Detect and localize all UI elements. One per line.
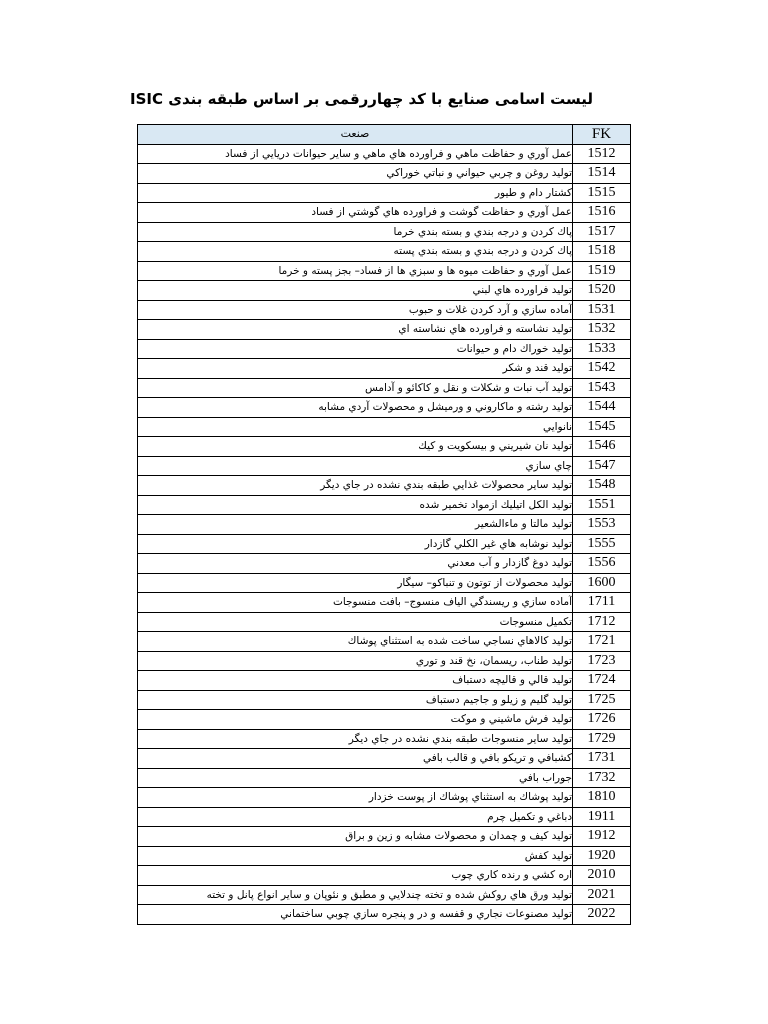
table-row xyxy=(138,183,631,203)
row-code: 1712 xyxy=(573,612,631,632)
table-row xyxy=(138,359,631,379)
row-code: 1911 xyxy=(573,807,631,827)
row-code: 1515 xyxy=(573,183,631,203)
row-code: 1533 xyxy=(573,339,631,359)
table-row xyxy=(138,671,631,691)
row-industry-name: توليد الكل اتيليك ازمواد تخمير شده xyxy=(138,495,573,515)
row-industry-name: توليد فراورده هاي لبني xyxy=(138,281,573,301)
isic-industries-table xyxy=(137,124,631,925)
row-industry-name: توليد ساير منسوجات طبقه بندي نشده در جاي ديگر xyxy=(138,729,573,749)
row-industry-name: پاك كردن و درجه بندي و بسته بندي خرما xyxy=(138,222,573,242)
row-industry-name: توليد ورق هاي روكش شده و تخته چندلايي و مطبق و نئوپان و ساير انواع پانل و تخته xyxy=(138,885,573,905)
row-code: 1711 xyxy=(573,593,631,613)
row-code: 1520 xyxy=(573,281,631,301)
row-code: 1810 xyxy=(573,788,631,808)
row-industry-name: توليد طناب، ريسمان، نخ قند و توري xyxy=(138,651,573,671)
table-row xyxy=(138,495,631,515)
table-row xyxy=(138,476,631,496)
table-row xyxy=(138,554,631,574)
row-industry-name: توليد نوشابه هاي غير الكلي گازدار xyxy=(138,534,573,554)
row-industry-name: عمل آوري و حفاظت ماهي و فراورده هاي ماهي و ساير حيوانات دريايي از فساد xyxy=(138,144,573,164)
table-row xyxy=(138,222,631,242)
row-industry-name: توليد نان شيريني و بيسكويت و كيك xyxy=(138,437,573,457)
row-industry-name: توليد نشاسته و فراورده هاي نشاسته اي xyxy=(138,320,573,340)
row-industry-name: نانوايي xyxy=(138,417,573,437)
row-industry-name: آماده سازي و آرد كردن غلات و حبوب xyxy=(138,300,573,320)
row-code: 1600 xyxy=(573,573,631,593)
row-code: 1724 xyxy=(573,671,631,691)
row-code: 1551 xyxy=(573,495,631,515)
table-row xyxy=(138,300,631,320)
row-industry-name: توليد كالاهاي نساجي ساخت شده به استثناي پوشاك xyxy=(138,632,573,652)
table-row xyxy=(138,378,631,398)
row-code: 1556 xyxy=(573,554,631,574)
table-row xyxy=(138,612,631,632)
row-code: 1517 xyxy=(573,222,631,242)
header-industry: صنعت xyxy=(138,125,573,145)
row-code: 1725 xyxy=(573,690,631,710)
row-code: 1514 xyxy=(573,164,631,184)
row-industry-name: توليد مالتا و ماءالشعير xyxy=(138,515,573,535)
table-header-row xyxy=(138,125,631,145)
table-row xyxy=(138,768,631,788)
row-code: 1548 xyxy=(573,476,631,496)
row-code: 1920 xyxy=(573,846,631,866)
row-code: 1546 xyxy=(573,437,631,457)
table-row xyxy=(138,749,631,769)
row-industry-name: توليد خوراك دام و حيوانات xyxy=(138,339,573,359)
row-industry-name: توليد دوغ گازدار و آب معدني xyxy=(138,554,573,574)
row-code: 1723 xyxy=(573,651,631,671)
table-row xyxy=(138,788,631,808)
row-industry-name: اره كشي و رنده كاري چوب xyxy=(138,866,573,886)
table-row xyxy=(138,534,631,554)
row-industry-name: توليد قند و شكر xyxy=(138,359,573,379)
table-row xyxy=(138,885,631,905)
row-industry-name: توليد محصولات از توتون و تنباكو– سيگار xyxy=(138,573,573,593)
row-code: 1721 xyxy=(573,632,631,652)
row-code: 1543 xyxy=(573,378,631,398)
page-title: لیست اسامی صنایع با کد چهاررقمی بر اساس طبقه بندی ISIC xyxy=(130,90,594,108)
row-code: 1912 xyxy=(573,827,631,847)
row-industry-name: توليد پوشاك به استثناي پوشاك از پوست خزدار xyxy=(138,788,573,808)
row-industry-name: توليد كيف و چمدان و محصولات مشابه و زين و براق xyxy=(138,827,573,847)
row-code: 1547 xyxy=(573,456,631,476)
row-code: 2021 xyxy=(573,885,631,905)
row-industry-name: آماده سازي و ريسندگي الياف منسوج– بافت منسوجات xyxy=(138,593,573,613)
table-row xyxy=(138,437,631,457)
table-body xyxy=(138,144,631,924)
table-row xyxy=(138,827,631,847)
table-row xyxy=(138,417,631,437)
table-row xyxy=(138,398,631,418)
row-code: 1555 xyxy=(573,534,631,554)
table-row xyxy=(138,144,631,164)
row-code: 1516 xyxy=(573,203,631,223)
table-row xyxy=(138,456,631,476)
row-code: 2022 xyxy=(573,905,631,925)
row-code: 1729 xyxy=(573,729,631,749)
row-industry-name: توليد ساير محصولات غذايي طبقه بندي نشده در جاي ديگر xyxy=(138,476,573,496)
row-industry-name: توليد فرش ماشيني و موكت xyxy=(138,710,573,730)
row-industry-name: توليد گليم و زيلو و جاجيم دستباف xyxy=(138,690,573,710)
row-code: 2010 xyxy=(573,866,631,886)
row-code: 1512 xyxy=(573,144,631,164)
table-row xyxy=(138,710,631,730)
row-industry-name: عمل آوري و حفاظت گوشت و فراورده هاي گوشتي از فساد xyxy=(138,203,573,223)
row-code: 1544 xyxy=(573,398,631,418)
row-industry-name: عمل آوري و حفاظت ميوه ها و سبزي ها از فساد– بجز پسته و خرما xyxy=(138,261,573,281)
row-code: 1553 xyxy=(573,515,631,535)
row-code: 1732 xyxy=(573,768,631,788)
row-code: 1731 xyxy=(573,749,631,769)
row-industry-name: توليد كفش xyxy=(138,846,573,866)
row-industry-name: جوراب بافي xyxy=(138,768,573,788)
row-code: 1531 xyxy=(573,300,631,320)
row-code: 1542 xyxy=(573,359,631,379)
table-row xyxy=(138,866,631,886)
row-industry-name: توليد رشته و ماكاروني و ورميشل و محصولات آردي مشابه xyxy=(138,398,573,418)
table-row xyxy=(138,339,631,359)
row-industry-name: توليد روغن و چربي حيواني و نباتي خوراكي xyxy=(138,164,573,184)
table-row xyxy=(138,905,631,925)
table-row xyxy=(138,593,631,613)
table-row xyxy=(138,203,631,223)
table-row xyxy=(138,261,631,281)
table-row xyxy=(138,632,631,652)
row-code: 1518 xyxy=(573,242,631,262)
row-industry-name: تكميل منسوجات xyxy=(138,612,573,632)
row-industry-name: توليد قالي و قاليچه دستباف xyxy=(138,671,573,691)
row-code: 1519 xyxy=(573,261,631,281)
row-industry-name: چاي سازي xyxy=(138,456,573,476)
table-row xyxy=(138,846,631,866)
row-code: 1545 xyxy=(573,417,631,437)
table-row xyxy=(138,320,631,340)
table-row xyxy=(138,651,631,671)
table-row xyxy=(138,281,631,301)
table-row xyxy=(138,729,631,749)
row-industry-name: توليد مصنوعات نجاري و قفسه و در و پنجره سازي چوبي ساختماني xyxy=(138,905,573,925)
row-code: 1726 xyxy=(573,710,631,730)
table-row xyxy=(138,242,631,262)
table-row xyxy=(138,573,631,593)
table-row xyxy=(138,515,631,535)
row-industry-name: پاك كردن و درجه بندي و بسته بندي پسته xyxy=(138,242,573,262)
row-industry-name: توليد آب نبات و شكلات و نقل و كاكائو و آدامس xyxy=(138,378,573,398)
row-code: 1532 xyxy=(573,320,631,340)
table-row xyxy=(138,164,631,184)
row-industry-name: دباغي و تكميل چرم xyxy=(138,807,573,827)
table-row xyxy=(138,690,631,710)
header-code: FK xyxy=(573,125,631,145)
row-industry-name: كشتار دام و طيور xyxy=(138,183,573,203)
table-row xyxy=(138,807,631,827)
row-industry-name: كشبافي و تريكو بافي و قالب بافي xyxy=(138,749,573,769)
